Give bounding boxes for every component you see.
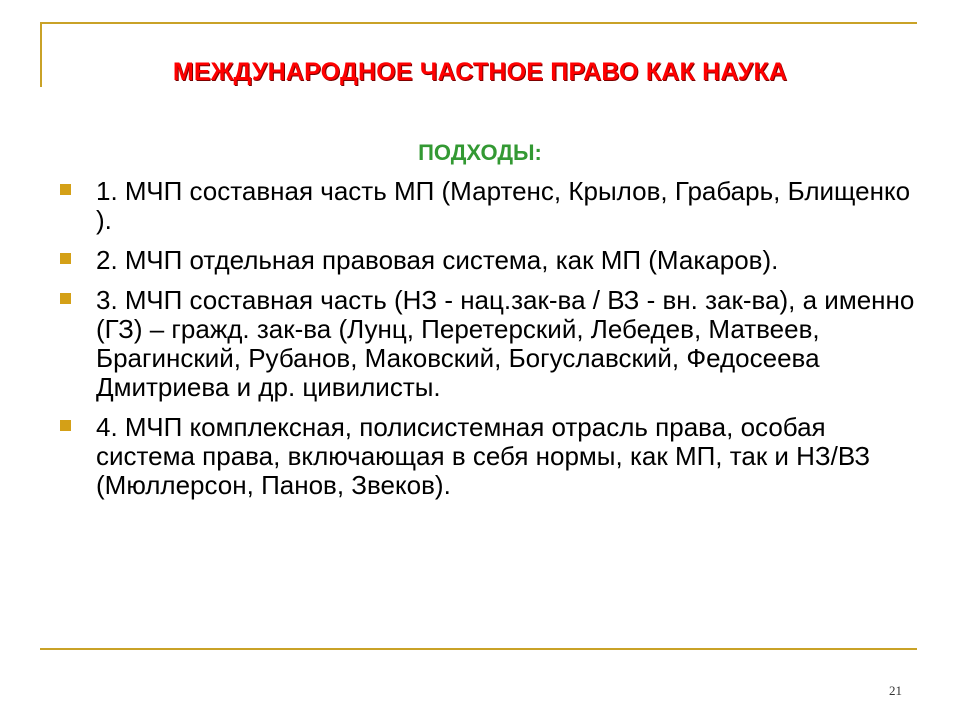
page-number: 21 bbox=[889, 683, 902, 698]
frame-top-line bbox=[40, 22, 917, 24]
bullet-item bbox=[58, 413, 918, 500]
square-bullet-icon bbox=[60, 420, 71, 431]
bullet-list bbox=[58, 177, 918, 511]
square-bullet-icon bbox=[60, 184, 71, 195]
bullet-text: 4. МЧП комплексная, полисистемная отрасль права, особая система права, включающая в себя нормы, как МП, так и НЗ/ВЗ (Мюллерсон, Панов, Звеков). bbox=[96, 412, 871, 500]
bullet-text: 3. МЧП составная часть (НЗ - нац.зак-ва / ВЗ - вн. зак-ва), а именно (ГЗ) – гражд. зак-ва (Лунц, Перетерский, Лебедев, Матвеев, Брагинский, Рубанов, Маковский, Богуславский, Федосеева Дмитриева и др. цивилисты. bbox=[96, 285, 915, 402]
frame-bottom-line bbox=[40, 648, 917, 650]
square-bullet-icon bbox=[60, 253, 71, 264]
bullet-item bbox=[58, 177, 918, 235]
slide-subtitle: ПОДХОДЫ: bbox=[418, 140, 542, 165]
slide-title: МЕЖДУНАРОДНОЕ ЧАСТНОЕ ПРАВО КАК НАУКА bbox=[172, 58, 788, 86]
bullet-item bbox=[58, 286, 918, 402]
bullet-text: 2. МЧП отдельная правовая система, как МП (Макаров). bbox=[96, 245, 779, 275]
bullet-item bbox=[58, 246, 918, 275]
bullet-text: 1. МЧП составная часть МП (Мартенс, Крылов, Грабарь, Блищенко ). bbox=[96, 176, 911, 235]
square-bullet-icon bbox=[60, 293, 71, 304]
